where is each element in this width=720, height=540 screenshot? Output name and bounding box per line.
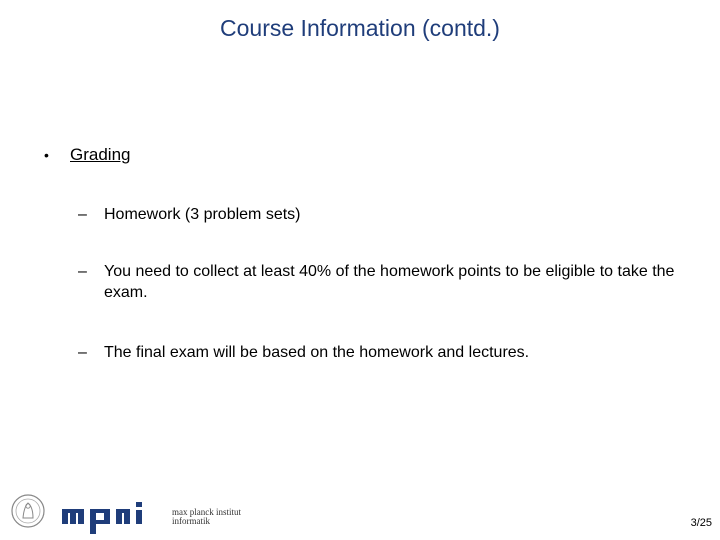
sub-item-text: The final exam will be based on the homework and lectures. xyxy=(104,344,530,361)
sub-item-eligibility xyxy=(78,261,684,303)
page-number: 3/25 xyxy=(690,517,712,529)
minerva-seal-icon xyxy=(10,493,46,529)
sub-item-text: You need to collect at least 40% of the homework points to be eligible to take the exam. xyxy=(104,263,675,301)
logo-line-1: max planck institut xyxy=(172,507,241,517)
logo-line-2: informatik xyxy=(172,516,210,526)
dash-marker: – xyxy=(78,263,87,280)
bullet-grading xyxy=(44,145,130,165)
bullet-marker: • xyxy=(44,147,49,163)
sub-item-final-exam xyxy=(78,342,684,363)
mpi-logo-icon xyxy=(60,500,170,536)
dash-marker: – xyxy=(78,206,87,223)
dash-marker: – xyxy=(78,344,87,361)
sub-item-text: Homework (3 problem sets) xyxy=(104,206,301,223)
bullet-text: Grading xyxy=(70,145,131,164)
sub-item-homework xyxy=(78,204,684,225)
slide-title: Course Information (contd.) xyxy=(220,15,500,41)
institute-logo-text xyxy=(172,508,241,526)
